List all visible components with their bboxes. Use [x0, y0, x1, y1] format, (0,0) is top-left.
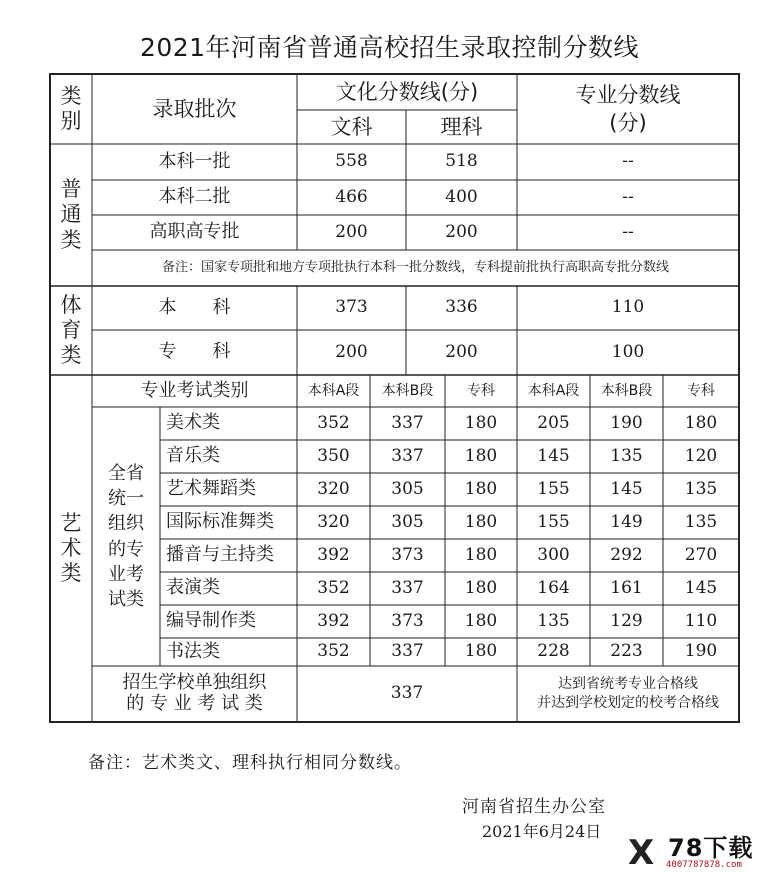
header-wenke: 文科 — [330, 114, 373, 139]
arts-row-value: 228 — [537, 641, 570, 662]
general-row-1-li: 518 — [445, 151, 478, 172]
header-like: 理科 — [440, 114, 483, 139]
arts-unified-label: 全省统一组织的专业考试类 — [108, 462, 144, 610]
arts-row-value: 305 — [391, 511, 424, 532]
general-row-3-batch: 高职高专批 — [149, 221, 240, 243]
arts-subheader-1: 本科A段 — [307, 382, 360, 399]
arts-row-value: 135 — [684, 511, 718, 532]
sports-row-1-wen: 373 — [335, 297, 368, 318]
arts-subheader-2: 本科B段 — [381, 382, 434, 399]
arts-row-value: 337 — [391, 445, 424, 466]
arts-row-value: 223 — [610, 641, 643, 662]
general-row-3-wen: 200 — [335, 221, 368, 242]
arts-row-value: 352 — [317, 412, 350, 433]
arts-row-value: 350 — [317, 445, 350, 466]
arts-row-value: 190 — [610, 412, 643, 433]
general-row-3-li: 200 — [445, 221, 478, 242]
arts-row-value: 190 — [684, 641, 718, 662]
arts-row-value: 120 — [684, 445, 718, 466]
arts-row-value: 135 — [537, 610, 570, 631]
arts-independent-major: 达到省统考专业合格线 并达到学校划定的校考合格线 — [537, 676, 719, 711]
sports-row-2-li: 200 — [445, 341, 478, 362]
arts-row-value: 205 — [537, 412, 570, 433]
footnote: 备注：艺术类文、理科执行相同分数线。 — [88, 753, 412, 773]
sports-row-1-batch: 本 科 — [158, 296, 231, 318]
arts-row-value: 373 — [391, 610, 424, 631]
arts-row-value: 149 — [610, 511, 643, 532]
arts-independent-culture: 337 — [390, 683, 424, 704]
arts-row-value: 337 — [391, 577, 424, 598]
general-row-2-major: -- — [622, 186, 634, 207]
issuer: 河南省招生办公室 — [462, 797, 606, 817]
issue-date: 2021年6月24日 — [482, 822, 602, 841]
arts-row-value: 292 — [610, 544, 643, 565]
arts-row-value: 180 — [464, 445, 498, 466]
arts-subheader-5: 本科B段 — [600, 382, 653, 399]
header-major-line: 专业分数线(分) — [575, 82, 681, 135]
general-label: 普通类 — [60, 177, 82, 252]
arts-row-value: 320 — [317, 511, 350, 532]
arts-row-value: 129 — [610, 610, 643, 631]
arts-row-value: 305 — [391, 478, 424, 499]
arts-row-value: 145 — [537, 445, 570, 466]
arts-row-value: 180 — [464, 610, 498, 631]
general-row-2-wen: 466 — [335, 186, 368, 207]
arts-row-value: 164 — [537, 577, 570, 598]
sports-row-2-major: 100 — [611, 341, 645, 362]
arts-row-name: 编导制作类 — [166, 610, 256, 632]
arts-row-value: 180 — [464, 577, 498, 598]
arts-row-value: 337 — [391, 641, 424, 662]
general-row-1-wen: 558 — [335, 151, 368, 172]
general-row-2-batch: 本科二批 — [158, 186, 231, 208]
arts-row-value: 300 — [537, 544, 570, 565]
arts-row-value: 352 — [317, 577, 350, 598]
arts-row-value: 180 — [464, 511, 498, 532]
general-note: 备注：国家专项批和地方专项批执行本科一批分数线，专科提前批执行高职高专批分数线 — [161, 259, 669, 275]
sports-label: 体育类 — [60, 292, 82, 368]
arts-row-value: 155 — [537, 478, 570, 499]
arts-row-value: 135 — [610, 445, 643, 466]
general-row-1-major: -- — [622, 151, 634, 172]
arts-row-value: 155 — [537, 511, 570, 532]
arts-row-name: 音乐类 — [166, 445, 220, 467]
page-title: 2021年河南省普通高校招生录取控制分数线 — [139, 33, 640, 62]
arts-row-name: 表演类 — [166, 577, 220, 599]
arts-row-name: 书法类 — [166, 640, 220, 662]
arts-row-name: 国际标准舞类 — [166, 511, 274, 533]
arts-row-value: 145 — [610, 478, 643, 499]
sports-row-1-major: 110 — [611, 297, 645, 318]
arts-row-value: 180 — [464, 412, 498, 433]
arts-row-value: 180 — [464, 641, 498, 662]
arts-row-value: 180 — [464, 544, 498, 565]
logo-url: 4007787878.com — [666, 860, 742, 870]
sports-row-2-wen: 200 — [335, 341, 368, 362]
general-row-1-batch: 本科一批 — [158, 150, 231, 172]
header-culture-line: 文化分数线(分) — [335, 79, 479, 104]
arts-independent-label: 招生学校单独组织 的 专 业 考 试 类 — [122, 672, 267, 714]
arts-row-value: 373 — [391, 544, 424, 565]
header-category: 类别 — [60, 83, 82, 133]
logo-name: 78下载 — [668, 834, 754, 862]
arts-row-name: 播音与主持类 — [166, 544, 274, 566]
arts-row-value: 161 — [610, 577, 643, 598]
arts-row-value: 145 — [684, 577, 718, 598]
arts-row-value: 320 — [317, 478, 350, 499]
sports-row-1-li: 336 — [445, 297, 478, 318]
arts-row-name: 艺术舞蹈类 — [166, 478, 256, 500]
site-logo — [628, 833, 773, 873]
logo-mark-icon: X — [628, 833, 655, 873]
arts-row-value: 135 — [684, 478, 718, 499]
arts-subheader-6: 专科 — [687, 382, 715, 399]
arts-row-value: 270 — [684, 544, 718, 565]
header-batch: 录取批次 — [152, 96, 237, 121]
arts-row-value: 110 — [684, 610, 718, 631]
arts-exam-type-header: 专业考试类别 — [140, 379, 249, 401]
arts-row-value: 337 — [391, 412, 424, 433]
arts-row-name: 美术类 — [166, 412, 220, 434]
arts-row-value: 180 — [684, 412, 718, 433]
general-row-3-major: -- — [622, 221, 634, 242]
general-row-2-li: 400 — [445, 186, 478, 207]
arts-label: 艺术类 — [60, 510, 82, 586]
arts-row-value: 180 — [464, 478, 498, 499]
sports-row-2-batch: 专 科 — [158, 341, 231, 363]
arts-subheader-4: 本科A段 — [527, 382, 580, 399]
arts-row-value: 392 — [317, 544, 350, 565]
arts-subheader-3: 专科 — [467, 382, 495, 399]
arts-row-value: 352 — [317, 641, 350, 662]
arts-row-value: 392 — [317, 610, 350, 631]
